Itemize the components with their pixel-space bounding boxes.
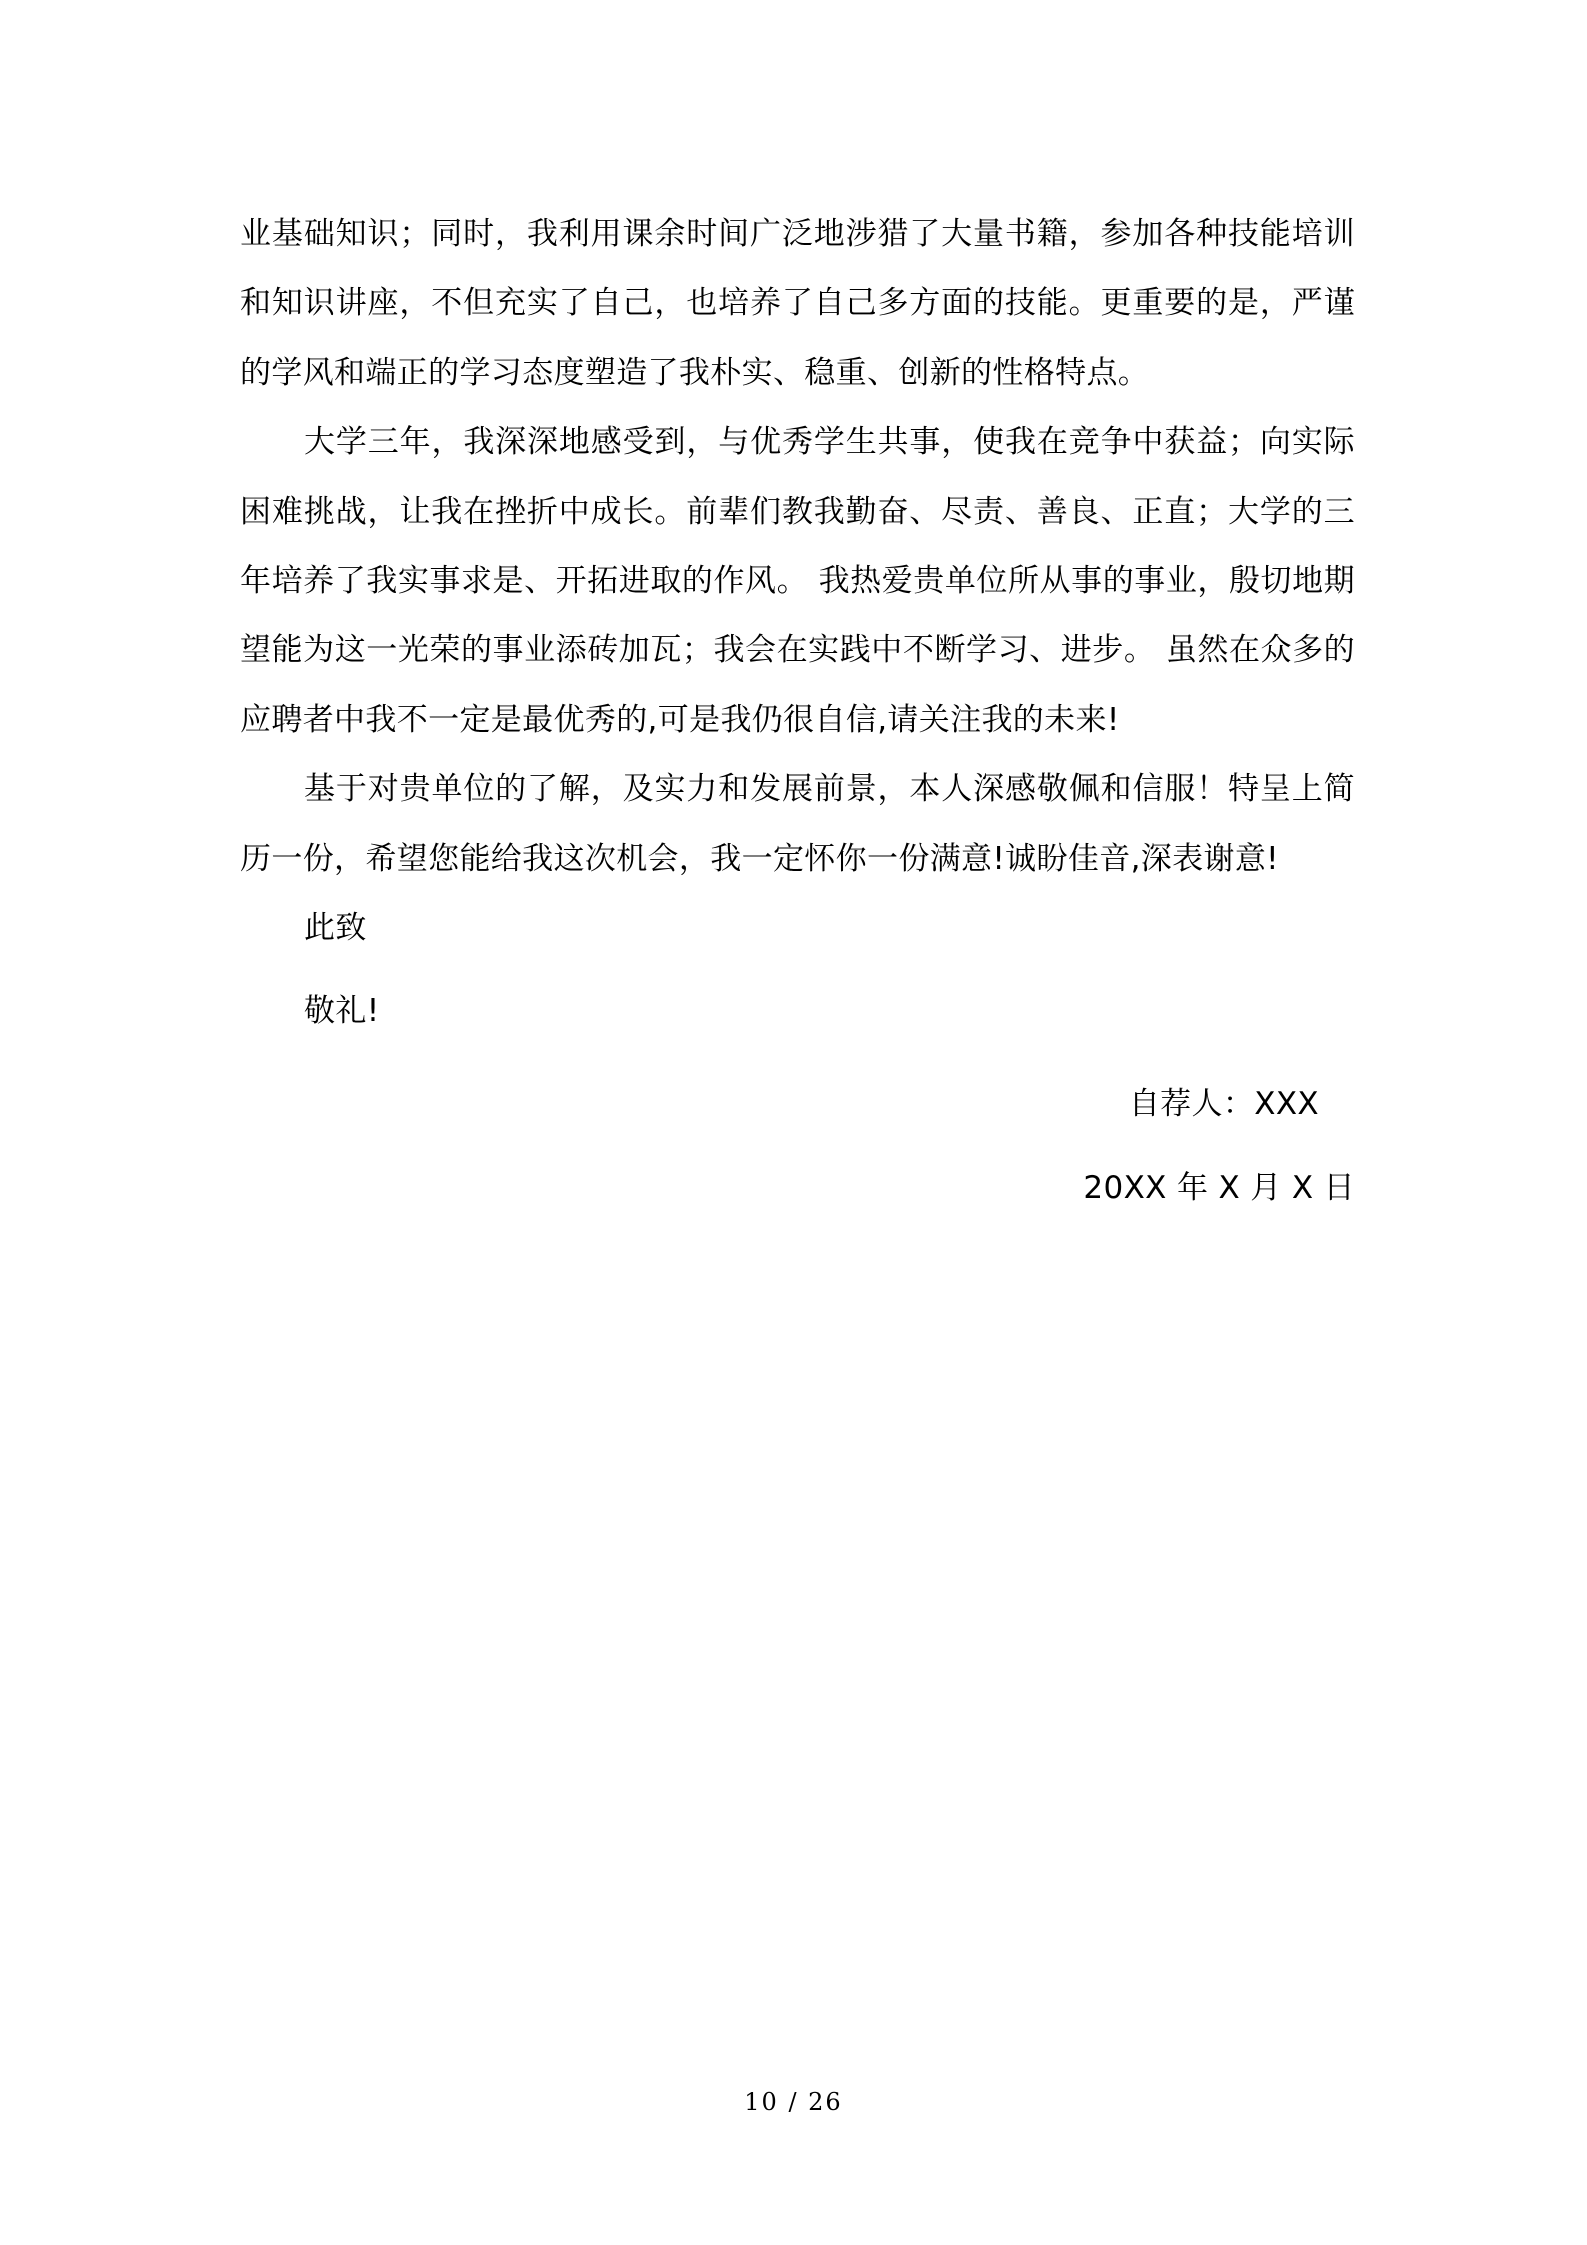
paragraph-request: 基于对贵单位的了解，及实力和发展前景，本人深感敬佩和信服！特呈上简历一份，希望您能给我这次机会，我一定怀你一份满意!诚盼佳音,深表谢意! [240, 771, 1355, 877]
signature-date: 20XX 年 X 月 X 日 [1083, 1170, 1355, 1206]
page-number: 10 / 26 [744, 2088, 843, 2116]
spacer [240, 963, 1355, 977]
closing-regards: 敬礼! [304, 993, 380, 1030]
signature-name: 自荐人：XXX [1128, 1086, 1319, 1122]
letter-body [240, 200, 1355, 1047]
paragraph-continuation: 业基础知识；同时，我利用课余时间广泛地涉猎了大量书籍，参加各种技能培训和知识讲座，不但充实了自己，也培养了自己多方面的技能。更重要的是，严谨的学风和端正的学习态度塑造了我朴实、稳重、创新的性格特点。 [240, 216, 1355, 391]
paragraph-university-years: 大学三年，我深深地感受到，与优秀学生共事，使我在竞争中获益；向实际困难挑战，让我在挫折中成长。前辈们教我勤奋、尽责、善良、正直；大学的三年培养了我实事求是、开拓进取的作风。 我热爱贵单位所从事的事业，殷切地期望能为这一光荣的事业添砖加瓦；我会在实践中不断学习、进步。 虽然在众多的应聘者中我不一定是最优秀的,可是我仍很自信,请关注我的未来! [240, 424, 1355, 738]
closing-salutation: 此致 [304, 910, 367, 947]
